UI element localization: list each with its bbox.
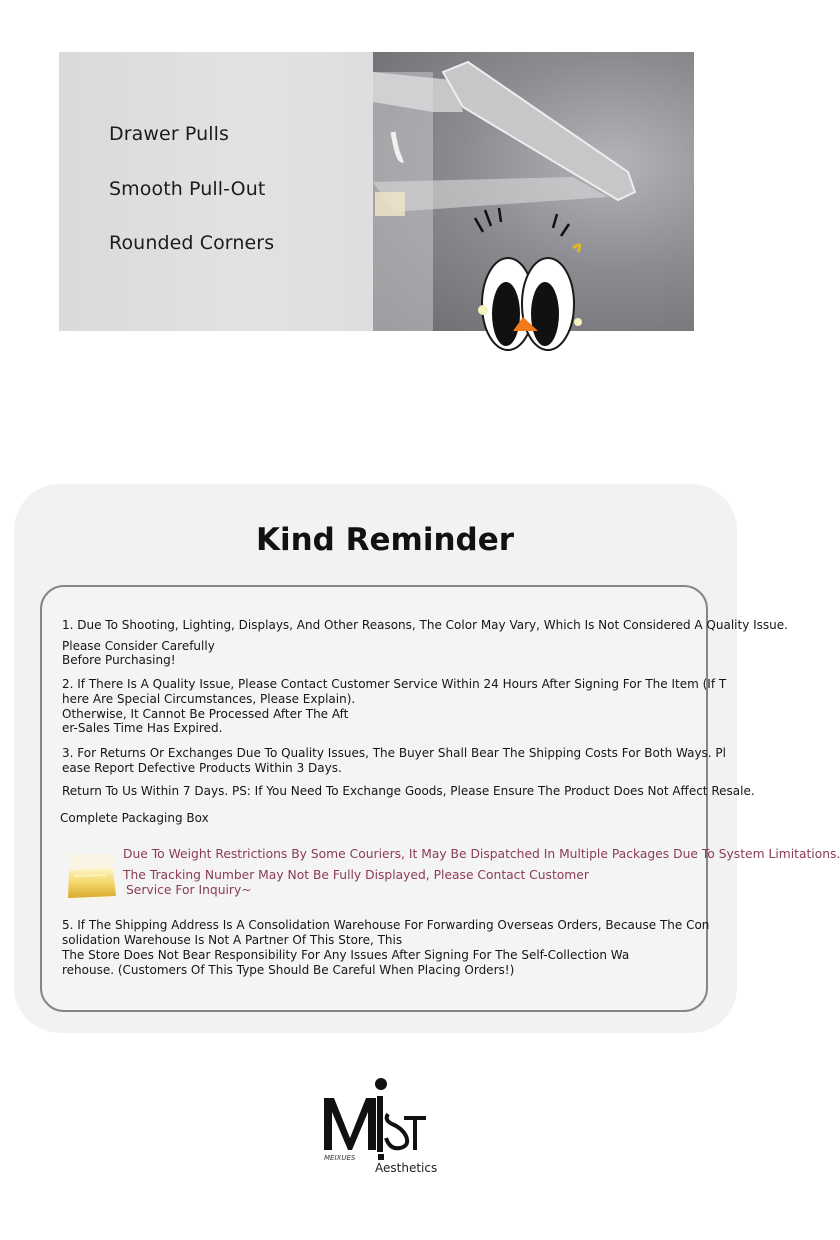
logo-word: Aesthetics: [375, 1161, 438, 1175]
reminder-line: rehouse. (Customers Of This Type Should Be Careful When Placing Orders!): [62, 963, 515, 977]
reminder-line-highlight: Due To Weight Restrictions By Some Couriers, It May Be Dispatched In Multiple Packages Due To System Limitations.: [123, 847, 840, 861]
reminder-title: Kind Reminder: [255, 522, 515, 558]
reminder-line: 2. If There Is A Quality Issue, Please Contact Customer Service Within 24 Hours After Signing For The Item (If T: [62, 677, 727, 691]
drawer-photo-illustration: [373, 52, 694, 331]
reminder-line: ease Report Defective Products Within 3 Days.: [62, 761, 342, 775]
feature-rounded-corners: Rounded Corners: [109, 232, 275, 254]
reminder-line: Please Consider Carefully: [62, 639, 215, 653]
reminder-line: Otherwise, It Cannot Be Processed After The Aft: [62, 707, 349, 721]
reminder-line: The Store Does Not Bear Responsibility For Any Issues After Signing For The Self-Collection Wa: [62, 948, 630, 962]
reminder-line: here Are Special Circumstances, Please Explain).: [62, 692, 356, 706]
feature-smooth-pull-out: Smooth Pull-Out: [109, 178, 266, 200]
reminder-line-highlight: Service For Inquiry~: [126, 883, 252, 897]
reminder-line: 1. Due To Shooting, Lighting, Displays, And Other Reasons, The Color May Vary, Which Is Not Considered A Quality Issue.: [62, 618, 788, 632]
package-box-icon: [66, 852, 118, 902]
reminder-line: Complete Packaging Box: [60, 811, 209, 825]
reminder-line-highlight: The Tracking Number May Not Be Fully Displayed, Please Contact Customer: [123, 868, 589, 882]
feature-drawer-pulls: Drawer Pulls: [109, 123, 229, 145]
brand-logo: [320, 1076, 440, 1166]
reminder-line: solidation Warehouse Is Not A Partner Of This Store, This: [62, 933, 403, 947]
reminder-line: 5. If The Shipping Address Is A Consolidation Warehouse For Forwarding Overseas Orders, Because The Con: [62, 918, 710, 932]
reminder-line: Before Purchasing!: [62, 653, 176, 667]
feature-list: [59, 52, 373, 331]
product-photo: [373, 52, 694, 331]
logo-small-text: MEIXUES: [324, 1154, 356, 1162]
reminder-line: er-Sales Time Has Expired.: [62, 721, 223, 735]
feature-card: [59, 52, 694, 331]
reminder-line: 3. For Returns Or Exchanges Due To Quality Issues, The Buyer Shall Bear The Shipping Costs For Both Ways. Pl: [62, 746, 726, 760]
reminder-line: Return To Us Within 7 Days. PS: If You Need To Exchange Goods, Please Ensure The Product Does Not Affect Resale.: [62, 784, 755, 798]
